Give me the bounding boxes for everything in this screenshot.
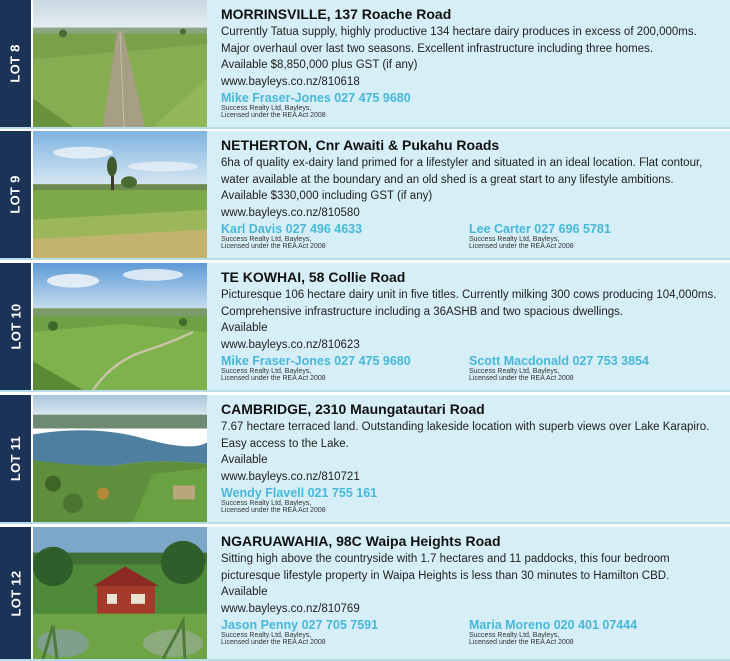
- lot-tab: [0, 527, 31, 659]
- agent-contact: [221, 222, 469, 250]
- agent-name-phone[interactable]: Karl Davis 027 496 4633: [221, 222, 363, 236]
- lot-12-listing: [0, 527, 730, 661]
- agent-contact: [469, 618, 717, 646]
- lot-12-photo[interactable]: [33, 527, 207, 659]
- agent-contact: [221, 354, 469, 382]
- agent-licence: Licensed under the REA Act 2008: [221, 507, 326, 514]
- agent-company: Success Realty Ltd, Bayleys,: [221, 105, 312, 112]
- property-title: TE KOWHAI, 58 Collie Road: [221, 269, 406, 285]
- agent-company: Success Realty Ltd, Bayleys,: [469, 632, 560, 639]
- agent-contact: [469, 222, 717, 250]
- property-description: Picturesque 106 hectare dairy unit in five titles. Currently milking 300 cows producing 104,000ms. Comprehensive infrastructure including a 36ASHB and two spacious dwellings.: [221, 289, 717, 318]
- agent-list: [221, 91, 722, 119]
- property-title: MORRINSVILLE, 137 Roache Road: [221, 6, 452, 22]
- property-price: Available $330,000 including GST (if any): [221, 190, 433, 202]
- agent-company: Success Realty Ltd, Bayleys,: [469, 236, 560, 243]
- property-description: 6ha of quality ex-dairy land primed for a lifestyler and situated in an ideal location. Flat contour, water available at the boundary and an old shed is a great start to any lifestyle ambitions.: [221, 157, 703, 186]
- property-link[interactable]: www.bayleys.co.nz/810721: [221, 470, 360, 483]
- agent-licence: Licensed under the REA Act 2008: [469, 243, 574, 250]
- agent-company: Success Realty Ltd, Bayleys,: [221, 500, 312, 507]
- agent-list: [221, 618, 722, 646]
- agent-company: Success Realty Ltd, Bayleys,: [469, 368, 560, 375]
- lot-8-listing: [0, 0, 730, 129]
- property-price: Available $8,850,000 plus GST (if any): [221, 59, 418, 71]
- property-title: NGARUAWAHIA, 98C Waipa Heights Road: [221, 533, 501, 549]
- lot-tab: [0, 263, 31, 390]
- property-price: Available: [221, 586, 268, 598]
- agent-name-phone[interactable]: Scott Macdonald 027 753 3854: [469, 354, 649, 368]
- lot-number: LOT 11: [8, 435, 23, 482]
- agent-contact: [221, 91, 469, 119]
- lot-10-details: [207, 263, 730, 390]
- lot-number: LOT 12: [8, 570, 23, 616]
- lot-12-details: [207, 527, 730, 659]
- agent-licence: Licensed under the REA Act 2008: [469, 375, 574, 382]
- property-link[interactable]: www.bayleys.co.nz/810618: [221, 75, 360, 88]
- lot-9-details: [207, 131, 730, 258]
- agent-contact: [469, 354, 717, 382]
- agent-contact: [221, 618, 469, 646]
- property-price: Available: [221, 454, 268, 466]
- agent-name-phone[interactable]: Mike Fraser-Jones 027 475 9680: [221, 354, 411, 368]
- property-link[interactable]: www.bayleys.co.nz/810769: [221, 602, 360, 615]
- lot-tab: [0, 131, 31, 258]
- property-description: Sitting high above the countryside with 1.7 hectares and 11 paddocks, this four bedroom picturesque lifestyle property in Waipa Heights is less than 30 minutes to Hamilton CBD.: [221, 553, 670, 582]
- lot-11-photo[interactable]: [33, 395, 207, 522]
- lot-11-listing: [0, 395, 730, 524]
- lot-11-details: [207, 395, 730, 522]
- agent-company: Success Realty Ltd, Bayleys,: [221, 368, 312, 375]
- lot-number: LOT 8: [8, 44, 23, 83]
- agent-name-phone[interactable]: Jason Penny 027 705 7591: [221, 618, 379, 632]
- agent-name-phone[interactable]: Wendy Flavell 021 755 161: [221, 486, 378, 500]
- lot-9-photo[interactable]: [33, 131, 207, 258]
- property-title: NETHERTON, Cnr Awaiti & Pukahu Roads: [221, 137, 500, 153]
- agent-name-phone[interactable]: Maria Moreno 020 401 07444: [469, 618, 638, 632]
- agent-list: [221, 486, 722, 514]
- lot-tab: [0, 0, 31, 127]
- agent-company: Success Realty Ltd, Bayleys,: [221, 236, 312, 243]
- lot-tab: [0, 395, 31, 522]
- agent-contact: [221, 486, 469, 514]
- agent-list: [221, 222, 722, 250]
- lot-number: LOT 10: [8, 303, 23, 350]
- lot-8-photo[interactable]: [33, 0, 207, 127]
- agent-company: Success Realty Ltd, Bayleys,: [221, 632, 312, 639]
- property-link[interactable]: www.bayleys.co.nz/810623: [221, 338, 360, 351]
- agent-licence: Licensed under the REA Act 2008: [221, 375, 326, 382]
- property-link[interactable]: www.bayleys.co.nz/810580: [221, 206, 360, 219]
- agent-list: [221, 354, 722, 382]
- agent-name-phone[interactable]: Mike Fraser-Jones 027 475 9680: [221, 91, 411, 105]
- property-price: Available: [221, 322, 268, 334]
- property-description: 7.67 hectare terraced land. Outstanding lakeside location with superb views over Lake Karapiro. Easy access to the Lake.: [221, 421, 710, 450]
- lot-number: LOT 9: [8, 175, 23, 214]
- agent-name-phone[interactable]: Lee Carter 027 696 5781: [469, 222, 611, 236]
- lot-9-listing: [0, 131, 730, 260]
- agent-licence: Licensed under the REA Act 2008: [221, 112, 326, 119]
- agent-licence: Licensed under the REA Act 2008: [469, 639, 574, 646]
- lot-10-photo[interactable]: [33, 263, 207, 390]
- property-title: CAMBRIDGE, 2310 Maungatautari Road: [221, 401, 485, 417]
- lot-10-listing: [0, 263, 730, 392]
- property-description: Currently Tatua supply, highly productive 134 hectare dairy produces in excess of 200,000ms. Major overhaul over last two seasons. Excellent infrastructure including three homes.: [221, 26, 697, 55]
- agent-licence: Licensed under the REA Act 2008: [221, 639, 326, 646]
- agent-licence: Licensed under the REA Act 2008: [221, 243, 326, 250]
- lot-8-details: [207, 0, 730, 127]
